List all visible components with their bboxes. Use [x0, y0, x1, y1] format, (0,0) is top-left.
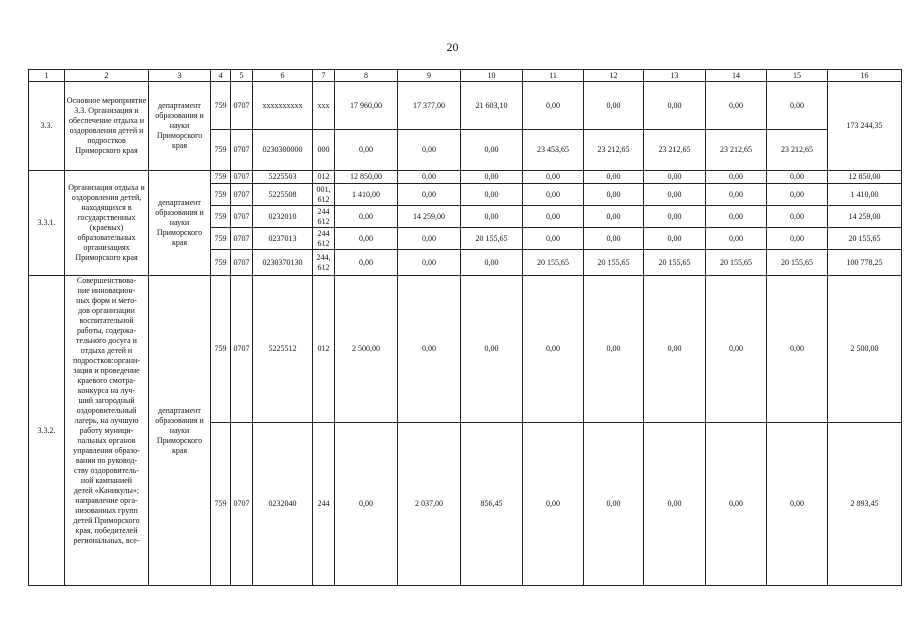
cell-value: 0,00 — [523, 184, 584, 206]
cell-value: 0,00 — [523, 171, 584, 184]
activity-name-line: тельного досуга и — [76, 336, 137, 345]
cell-value: 0,00 — [706, 228, 767, 250]
cell-grbs: 759 — [211, 171, 231, 184]
cell-value: 0,00 — [767, 206, 828, 228]
cell-value: 0,00 — [335, 250, 398, 276]
table-row — [29, 276, 902, 423]
cell-value: 0,00 — [644, 423, 706, 586]
activity-name-line: ние инновацион- — [77, 286, 136, 295]
cell-value: 0,00 — [644, 171, 706, 184]
activity-name-line: Совершенствова- — [76, 276, 137, 285]
cell-expense-type — [313, 250, 335, 276]
cell-value: 0,00 — [584, 276, 644, 423]
cell-target-article: 5225508 — [253, 184, 313, 206]
activity-name — [65, 276, 149, 586]
cell-value: 0,00 — [706, 276, 767, 423]
column-number: 14 — [706, 70, 767, 82]
column-number-row — [29, 70, 902, 82]
cell-value: 20 155,65 — [706, 250, 767, 276]
activity-name-line: пальных органов — [77, 436, 136, 445]
cell-total: 173 244,35 — [828, 82, 902, 171]
cell-section: 0707 — [231, 171, 253, 184]
column-number: 12 — [584, 70, 644, 82]
cell-target-article: xxxxxxxxxx — [253, 82, 313, 130]
cell-target-article: 0230300000 — [253, 130, 313, 171]
cell-grbs: 759 — [211, 250, 231, 276]
column-number: 3 — [149, 70, 211, 82]
cell-total: 1 410,00 — [828, 184, 902, 206]
activity-name-line: оздоровительный — [76, 406, 137, 415]
cell-value: 0,00 — [335, 228, 398, 250]
expense-type-line: 244 — [317, 228, 330, 238]
cell-value: 2 500,00 — [335, 276, 398, 423]
cell-value: 0,00 — [584, 171, 644, 184]
column-number: 10 — [461, 70, 523, 82]
column-number: 1 — [29, 70, 65, 82]
expense-type-line: 244 — [317, 206, 330, 216]
cell-value: 23 212,65 — [584, 130, 644, 171]
cell-value: 0,00 — [461, 130, 523, 171]
cell-total: 12 850,00 — [828, 171, 902, 184]
activity-name-line: отдыха детей и — [80, 346, 133, 355]
cell-target-article: 5225512 — [253, 276, 313, 423]
activity-name-line: зация и проведение — [73, 366, 140, 375]
cell-section: 0707 — [231, 206, 253, 228]
cell-section: 0707 — [231, 184, 253, 206]
expense-type-line: 612 — [317, 194, 330, 204]
activity-name-line: детей «Каникулы»; — [73, 486, 140, 495]
column-number: 9 — [398, 70, 461, 82]
cell-target-article: 0237013 — [253, 228, 313, 250]
cell-value: 0,00 — [461, 206, 523, 228]
cell-value: 20 155,65 — [767, 250, 828, 276]
cell-value: 0,00 — [398, 276, 461, 423]
cell-value: 0,00 — [706, 171, 767, 184]
cell-value: 0,00 — [584, 82, 644, 130]
cell-grbs: 759 — [211, 206, 231, 228]
cell-value: 0,00 — [644, 228, 706, 250]
cell-value: 14 259,00 — [398, 206, 461, 228]
column-number: 11 — [523, 70, 584, 82]
cell-value: 0,00 — [706, 423, 767, 586]
cell-target-article: 0232040 — [253, 423, 313, 586]
cell-value: 0,00 — [461, 250, 523, 276]
cell-section: 0707 — [231, 82, 253, 130]
cell-value: 21 603,10 — [461, 82, 523, 130]
cell-value: 0,00 — [584, 184, 644, 206]
activity-name-line: лагерь, на лучшую — [74, 416, 139, 425]
expense-type-line: 001, — [316, 184, 331, 194]
activity-name-line: краевого смотра- — [77, 376, 136, 385]
cell-section: 0707 — [231, 250, 253, 276]
executor: департамент образования и науки Приморского края — [149, 171, 211, 276]
cell-value: 20 155,65 — [584, 250, 644, 276]
activity-name-line: ных форм и мето- — [76, 296, 137, 305]
column-number: 5 — [231, 70, 253, 82]
cell-expense-type: xxx — [313, 82, 335, 130]
cell-value: 23 453,65 — [523, 130, 584, 171]
activity-name-line: региональных, все- — [73, 536, 140, 545]
cell-expense-type — [313, 206, 335, 228]
cell-value: 0,00 — [523, 228, 584, 250]
cell-value: 0,00 — [767, 184, 828, 206]
table-row — [29, 171, 902, 184]
column-number: 7 — [313, 70, 335, 82]
activity-name-line: направление орга- — [75, 496, 138, 505]
cell-expense-type: 012 — [313, 276, 335, 423]
activity-name-line: воспитательной — [79, 316, 134, 325]
column-number: 6 — [253, 70, 313, 82]
cell-section: 0707 — [231, 130, 253, 171]
row-code: 3.3.1. — [29, 171, 65, 276]
cell-target-article: 0230370130 — [253, 250, 313, 276]
activity-name-line: конкурса на луч- — [77, 386, 136, 395]
cell-target-article: 0232010 — [253, 206, 313, 228]
cell-value: 0,00 — [335, 423, 398, 586]
cell-value: 0,00 — [461, 184, 523, 206]
cell-value: 23 212,65 — [706, 130, 767, 171]
cell-value: 0,00 — [584, 228, 644, 250]
cell-grbs: 759 — [211, 423, 231, 586]
executor: департамент образования и науки Приморского края — [149, 276, 211, 586]
activity-name-line: подростков:органи- — [73, 356, 140, 365]
expense-type-line: 612 — [317, 238, 330, 248]
activity-name-line: детей Приморского — [73, 516, 140, 525]
cell-value: 0,00 — [767, 276, 828, 423]
cell-value: 17 377,00 — [398, 82, 461, 130]
cell-value: 0,00 — [644, 206, 706, 228]
cell-value: 0,00 — [767, 423, 828, 586]
cell-value: 1 410,00 — [335, 184, 398, 206]
cell-target-article: 5225503 — [253, 171, 313, 184]
column-number: 4 — [211, 70, 231, 82]
column-number: 15 — [767, 70, 828, 82]
cell-value: 23 212,65 — [767, 130, 828, 171]
cell-value: 0,00 — [523, 206, 584, 228]
cell-value: 0,00 — [523, 82, 584, 130]
cell-value: 0,00 — [461, 171, 523, 184]
cell-value: 12 850,00 — [335, 171, 398, 184]
cell-value: 0,00 — [706, 184, 767, 206]
cell-grbs: 759 — [211, 228, 231, 250]
cell-section: 0707 — [231, 228, 253, 250]
cell-expense-type: 244 — [313, 423, 335, 586]
cell-value: 0,00 — [584, 206, 644, 228]
cell-value: 0,00 — [644, 82, 706, 130]
cell-value: 20 155,65 — [461, 228, 523, 250]
cell-grbs: 759 — [211, 130, 231, 171]
cell-expense-type — [313, 228, 335, 250]
activity-name-line: ной кампанией — [80, 476, 133, 485]
activity-name-line: управления образо- — [73, 446, 140, 455]
cell-expense-type — [313, 184, 335, 206]
cell-value: 2 037,00 — [398, 423, 461, 586]
cell-value: 0,00 — [767, 171, 828, 184]
cell-value: 17 960,00 — [335, 82, 398, 130]
cell-total: 2 893,45 — [828, 423, 902, 586]
table-row — [29, 82, 902, 130]
cell-value: 0,00 — [335, 130, 398, 171]
row-code: 3.3.2. — [29, 276, 65, 586]
cell-value: 0,00 — [584, 423, 644, 586]
budget-table — [28, 69, 902, 586]
cell-value: 0,00 — [644, 184, 706, 206]
activity-name: Основное мероприятие 3.3. Организация и обеспечение отдыха и оздоровления детей и подростков Приморского края — [65, 82, 149, 171]
column-number: 2 — [65, 70, 149, 82]
cell-value: 0,00 — [398, 250, 461, 276]
activity-name: Организация отдыха и оздоровления детей, находящихся в государственных (краевых) образовательных организациях Приморского края — [65, 171, 149, 276]
cell-total: 100 778,25 — [828, 250, 902, 276]
cell-expense-type: 000 — [313, 130, 335, 171]
activity-name-line: работы, содержа- — [76, 326, 137, 335]
activity-name-line: дов организации — [78, 306, 135, 315]
column-number: 13 — [644, 70, 706, 82]
cell-total: 20 155,65 — [828, 228, 902, 250]
cell-value: 0,00 — [767, 82, 828, 130]
cell-section: 0707 — [231, 423, 253, 586]
cell-value: 20 155,65 — [523, 250, 584, 276]
cell-value: 23 212,65 — [644, 130, 706, 171]
cell-value: 0,00 — [335, 206, 398, 228]
column-number: 16 — [828, 70, 902, 82]
activity-name-line: края, победителей — [75, 526, 138, 535]
cell-grbs: 759 — [211, 184, 231, 206]
cell-section: 0707 — [231, 276, 253, 423]
cell-value: 0,00 — [523, 276, 584, 423]
activity-name-line: ший загородный — [78, 396, 135, 405]
cell-value: 0,00 — [706, 206, 767, 228]
cell-value: 20 155,65 — [644, 250, 706, 276]
cell-grbs: 759 — [211, 82, 231, 130]
cell-value: 0,00 — [461, 276, 523, 423]
column-number: 8 — [335, 70, 398, 82]
executor: департамент образования и науки Приморского края — [149, 82, 211, 171]
cell-value: 0,00 — [398, 228, 461, 250]
cell-value: 0,00 — [398, 184, 461, 206]
cell-value: 0,00 — [398, 171, 461, 184]
cell-total: 2 500,00 — [828, 276, 902, 423]
page-number: 20 — [446, 40, 459, 54]
cell-value: 0,00 — [767, 228, 828, 250]
cell-value: 0,00 — [398, 130, 461, 171]
cell-expense-type: 012 — [313, 171, 335, 184]
cell-value: 856,45 — [461, 423, 523, 586]
activity-name-line: работу муници- — [79, 426, 134, 435]
expense-type-line: 612 — [317, 216, 330, 226]
expense-type-line: 612 — [317, 262, 330, 272]
activity-name-line: ству оздоровитель- — [73, 466, 140, 475]
cell-grbs: 759 — [211, 276, 231, 423]
activity-name-line: низованных групп — [75, 506, 138, 515]
activity-name-line: вания по руковод- — [75, 456, 138, 465]
expense-type-line: 244, — [316, 252, 331, 262]
cell-value: 0,00 — [644, 276, 706, 423]
cell-value: 0,00 — [523, 423, 584, 586]
row-code: 3.3. — [29, 82, 65, 171]
cell-total: 14 259,00 — [828, 206, 902, 228]
cell-value: 0,00 — [706, 82, 767, 130]
